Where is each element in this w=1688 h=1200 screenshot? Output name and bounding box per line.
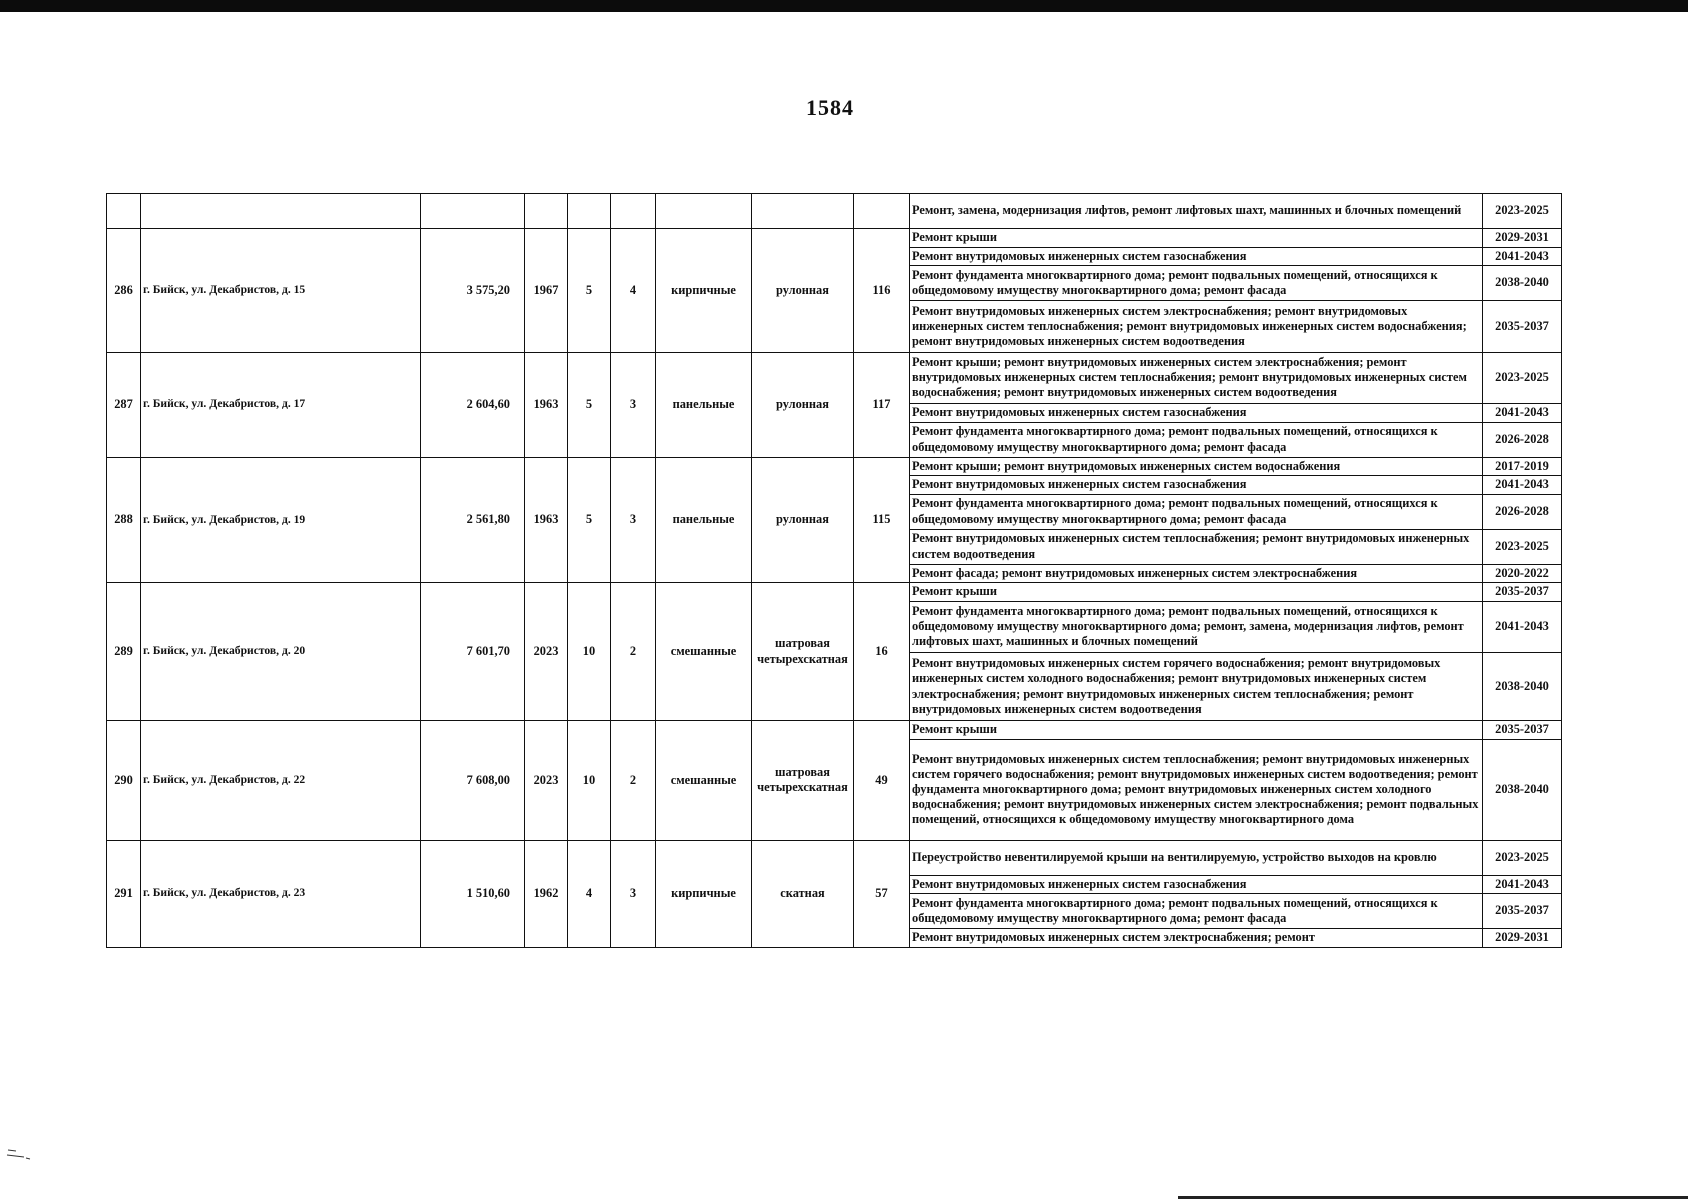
entrances-count: 2 <box>611 721 656 841</box>
floors-count: 5 <box>568 352 611 457</box>
roof-type: шатровая четырехскатная <box>752 583 854 721</box>
residents-count: 16 <box>854 583 910 721</box>
scan-bottom-border <box>1178 1196 1688 1199</box>
wall-material: панельные <box>656 457 752 583</box>
wall-material: панельные <box>656 352 752 457</box>
total-area: 3 575,20 <box>421 229 525 353</box>
roof-type: рулонная <box>752 229 854 353</box>
wall-material: смешанные <box>656 583 752 721</box>
scan-artifact-mark <box>6 1146 36 1160</box>
entrances-count: 2 <box>611 583 656 721</box>
floors-count: 5 <box>568 457 611 583</box>
housing-repair-table <box>106 193 1562 948</box>
work-description: Ремонт фундамента многоквартирного дома; ремонт подвальных помещений, относящихся к общедомовому имуществу многоквартирного дома; ремонт фасада <box>910 266 1483 301</box>
entrances-count: 4 <box>611 229 656 353</box>
residents-count: 49 <box>854 721 910 841</box>
entrances-count: 3 <box>611 840 656 947</box>
work-period: 2035-2037 <box>1483 721 1562 740</box>
work-description: Ремонт, замена, модернизация лифтов, ремонт лифтовых шахт, машинных и блочных помещений <box>910 194 1483 229</box>
commission-year: 1963 <box>525 352 568 457</box>
work-description: Ремонт крыши; ремонт внутридомовых инженерных систем водоснабжения <box>910 457 1483 476</box>
empty-cell <box>752 194 854 229</box>
work-description: Ремонт крыши <box>910 229 1483 248</box>
entrances-count: 3 <box>611 352 656 457</box>
empty-cell <box>611 194 656 229</box>
work-period: 2017-2019 <box>1483 457 1562 476</box>
work-description: Ремонт крыши <box>910 583 1483 602</box>
work-description: Ремонт внутридомовых инженерных систем газоснабжения <box>910 875 1483 894</box>
address: г. Бийск, ул. Декабристов, д. 22 <box>141 721 421 841</box>
table-row <box>107 840 1562 875</box>
total-area: 1 510,60 <box>421 840 525 947</box>
total-area: 2 604,60 <box>421 352 525 457</box>
wall-material: смешанные <box>656 721 752 841</box>
empty-cell <box>525 194 568 229</box>
empty-cell <box>421 194 525 229</box>
work-description: Ремонт внутридомовых инженерных систем электроснабжения; ремонт <box>910 929 1483 948</box>
work-description: Ремонт внутридомовых инженерных систем газоснабжения <box>910 476 1483 495</box>
work-description: Ремонт внутридомовых инженерных систем газоснабжения <box>910 404 1483 423</box>
address: г. Бийск, ул. Декабристов, д. 15 <box>141 229 421 353</box>
table-body <box>107 194 1562 948</box>
row-number: 289 <box>107 583 141 721</box>
row-number: 291 <box>107 840 141 947</box>
page-number: 1584 <box>806 95 854 120</box>
work-description: Ремонт внутридомовых инженерных систем теплоснабжения; ремонт внутридомовых инженерных систем водоотведения <box>910 529 1483 564</box>
commission-year: 1967 <box>525 229 568 353</box>
work-period: 2029-2031 <box>1483 929 1562 948</box>
address: г. Бийск, ул. Декабристов, д. 23 <box>141 840 421 947</box>
floors-count: 10 <box>568 721 611 841</box>
work-description: Ремонт внутридомовых инженерных систем газоснабжения <box>910 247 1483 266</box>
work-period: 2026-2028 <box>1483 422 1562 457</box>
commission-year: 1963 <box>525 457 568 583</box>
empty-cell <box>656 194 752 229</box>
work-period: 2035-2037 <box>1483 583 1562 602</box>
work-description: Ремонт внутридомовых инженерных систем теплоснабжения; ремонт внутридомовых инженерных систем горячего водоснабжения; ремонт внутридомовых инженерных систем водоотведения; ремонт фундамента многоквартирного дома; ремонт внутридомовых инженерных систем холодного водоснабжения; ремонт внутридомовых инженерных систем электроснабжения; ремонт подвальных помещений, относящихся к общедомовому имуществу многоквартирного дома <box>910 739 1483 840</box>
floors-count: 5 <box>568 229 611 353</box>
wall-material: кирпичные <box>656 840 752 947</box>
floors-count: 4 <box>568 840 611 947</box>
row-number: 286 <box>107 229 141 353</box>
work-period: 2038-2040 <box>1483 739 1562 840</box>
empty-cell <box>107 194 141 229</box>
work-period: 2023-2025 <box>1483 840 1562 875</box>
row-number: 287 <box>107 352 141 457</box>
work-period: 2041-2043 <box>1483 404 1562 423</box>
work-description: Ремонт внутридомовых инженерных систем электроснабжения; ремонт внутридомовых инженерных систем теплоснабжения; ремонт внутридомовых инженерных систем водоснабжения; ремонт внутридомовых инженерных систем водоотведения <box>910 301 1483 353</box>
total-area: 7 601,70 <box>421 583 525 721</box>
table-row <box>107 721 1562 740</box>
work-period: 2041-2043 <box>1483 601 1562 653</box>
floors-count: 10 <box>568 583 611 721</box>
empty-cell <box>854 194 910 229</box>
table-row <box>107 352 1562 404</box>
row-number: 288 <box>107 457 141 583</box>
work-description: Переустройство невентилируемой крыши на вентилируемую, устройство выходов на кровлю <box>910 840 1483 875</box>
address: г. Бийск, ул. Декабристов, д. 20 <box>141 583 421 721</box>
address: г. Бийск, ул. Декабристов, д. 19 <box>141 457 421 583</box>
scan-top-border <box>0 0 1688 12</box>
work-period: 2041-2043 <box>1483 247 1562 266</box>
commission-year: 1962 <box>525 840 568 947</box>
work-description: Ремонт фасада; ремонт внутридомовых инженерных систем электроснабжения <box>910 564 1483 583</box>
entrances-count: 3 <box>611 457 656 583</box>
commission-year: 2023 <box>525 721 568 841</box>
work-description: Ремонт крыши; ремонт внутридомовых инженерных систем электроснабжения; ремонт внутридомовых инженерных систем теплоснабжения; ремонт внутридомовых инженерных систем водоснабжения; ремонт внутридомовых инженерных систем водоотведения <box>910 352 1483 404</box>
residents-count: 115 <box>854 457 910 583</box>
table-row <box>107 194 1562 229</box>
work-description: Ремонт крыши <box>910 721 1483 740</box>
work-period: 2026-2028 <box>1483 494 1562 529</box>
work-description: Ремонт фундамента многоквартирного дома; ремонт подвальных помещений, относящихся к общедомовому имуществу многоквартирного дома; ремонт, замена, модернизация лифтов, ремонт лифтовых шахт, машинных и блочных помещений <box>910 601 1483 653</box>
table-row <box>107 229 1562 248</box>
work-description: Ремонт фундамента многоквартирного дома; ремонт подвальных помещений, относящихся к общедомовому имуществу многоквартирного дома; ремонт фасада <box>910 494 1483 529</box>
work-period: 2035-2037 <box>1483 301 1562 353</box>
address: г. Бийск, ул. Декабристов, д. 17 <box>141 352 421 457</box>
work-description: Ремонт фундамента многоквартирного дома; ремонт подвальных помещений, относящихся к общедомовому имуществу многоквартирного дома; ремонт фасада <box>910 894 1483 929</box>
table-row <box>107 457 1562 476</box>
work-period: 2020-2022 <box>1483 564 1562 583</box>
roof-type: скатная <box>752 840 854 947</box>
work-period: 2023-2025 <box>1483 194 1562 229</box>
total-area: 7 608,00 <box>421 721 525 841</box>
wall-material: кирпичные <box>656 229 752 353</box>
total-area: 2 561,80 <box>421 457 525 583</box>
residents-count: 117 <box>854 352 910 457</box>
work-period: 2038-2040 <box>1483 266 1562 301</box>
work-period: 2023-2025 <box>1483 529 1562 564</box>
work-period: 2038-2040 <box>1483 653 1562 721</box>
roof-type: рулонная <box>752 352 854 457</box>
work-period: 2041-2043 <box>1483 476 1562 495</box>
residents-count: 57 <box>854 840 910 947</box>
row-number: 290 <box>107 721 141 841</box>
work-description: Ремонт фундамента многоквартирного дома; ремонт подвальных помещений, относящихся к общедомовому имуществу многоквартирного дома; ремонт фасада <box>910 422 1483 457</box>
roof-type: рулонная <box>752 457 854 583</box>
empty-cell <box>568 194 611 229</box>
roof-type: шатровая четырехскатная <box>752 721 854 841</box>
work-period: 2041-2043 <box>1483 875 1562 894</box>
work-period: 2035-2037 <box>1483 894 1562 929</box>
empty-cell <box>141 194 421 229</box>
residents-count: 116 <box>854 229 910 353</box>
work-description: Ремонт внутридомовых инженерных систем горячего водоснабжения; ремонт внутридомовых инженерных систем холодного водоснабжения; ремонт внутридомовых инженерных систем электроснабжения; ремонт внутридомовых инженерных систем теплоснабжения; ремонт внутридомовых инженерных систем водоотведения <box>910 653 1483 721</box>
table-row <box>107 583 1562 602</box>
work-period: 2023-2025 <box>1483 352 1562 404</box>
commission-year: 2023 <box>525 583 568 721</box>
work-period: 2029-2031 <box>1483 229 1562 248</box>
